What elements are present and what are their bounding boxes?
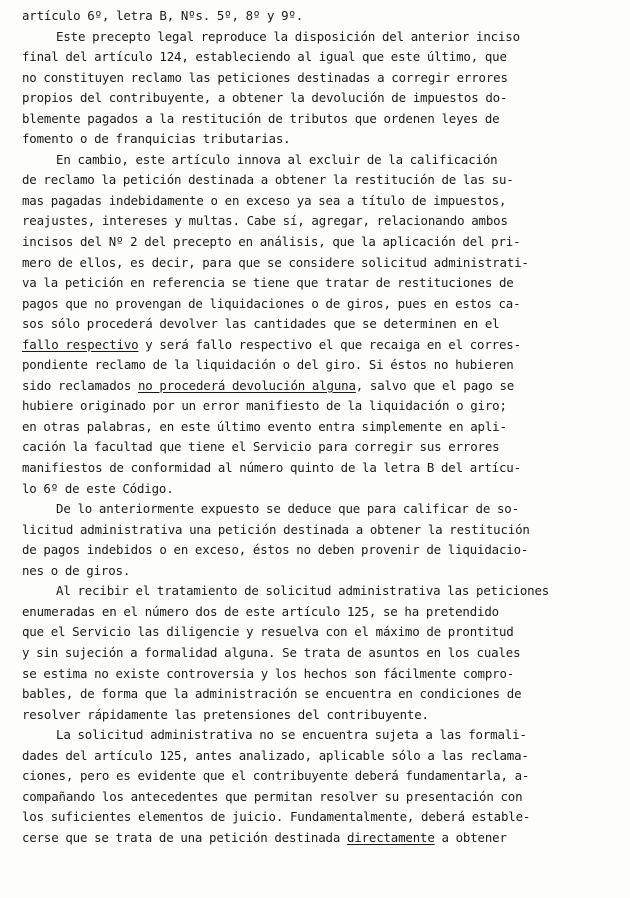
- document-body: [22, 6, 622, 848]
- text-line: de reclamo la petición destinada a obtener la restitución de las su-: [22, 172, 514, 188]
- text-line: sos sólo procederá devolver las cantidades que se determinen en el: [22, 316, 500, 332]
- text-line: [22, 335, 622, 356]
- text-line: pagos que no provengan de liquidaciones o de giros, pues en estos ca-: [22, 295, 521, 311]
- text-line: propios del contribuyente, a obtener la devolución de impuestos do-: [22, 90, 508, 106]
- text-line: fomento o de franquicias tributarias.: [22, 131, 291, 147]
- text-line: [22, 376, 622, 397]
- text-line: no constituyen reclamo las peticiones destinadas a corregir errores: [22, 69, 508, 85]
- text-line: blemente pagados a la restitución de tributos que ordenen leyes de: [22, 110, 500, 126]
- underlined-phrase: directamente: [346, 829, 435, 845]
- text-line: licitud administrativa una petición destinada a obtener la restitución: [22, 521, 530, 537]
- underlined-phrase: no procederá devolución alguna: [137, 377, 356, 393]
- text-line: Al recibir el tratamiento de solicitud administrativa las peticiones: [22, 583, 550, 599]
- text-line: en otras palabras, en este último evento entra simplemente en apli-: [22, 418, 507, 434]
- text-line: final del artículo 124, estableciendo al igual que este último, que: [22, 49, 507, 65]
- text-line: los suficientes elementos de juicio. Fundamentalmente, deberá estable-: [22, 809, 531, 825]
- text-line: compañando los antecedentes que permitan resolver su presentación con: [22, 788, 523, 804]
- underlined-phrase: fallo respectivo: [22, 336, 139, 352]
- text-segment: a obtener: [434, 829, 507, 845]
- text-line: resolver rápidamente las pretensiones del contribuyente.: [22, 706, 429, 722]
- text-line: pondiente reclamo de la liquidación o del giro. Si éstos no hubieren: [22, 357, 514, 373]
- text-line: cación la facultad que tiene el Servicio para corregir sus errores: [22, 439, 500, 455]
- text-line: Este precepto legal reproduce la disposición del anterior inciso: [22, 28, 520, 44]
- text-line: dades del artículo 125, antes analizado, aplicable sólo a las reclama-: [22, 747, 529, 763]
- text-line: nes o de giros.: [22, 562, 131, 578]
- text-line: reajustes, intereses y multas. Cabe sí, agregar, relacionando ambos: [22, 213, 508, 229]
- text-line: que el Servicio las diligencie y resuelva con el máximo de prontitud: [22, 624, 514, 640]
- text-line: enumeradas en el número dos de este artículo 125, se ha pretendido: [22, 603, 499, 619]
- text-segment: , salvo que el pago se: [355, 377, 515, 393]
- text-line: [22, 828, 622, 849]
- text-line: de pagos indebidos o en exceso, éstos no deben provenir de liquidacio-: [22, 542, 529, 558]
- text-segment: sido reclamados: [22, 377, 138, 393]
- text-line: mas pagadas indebidamente o en exceso ya sea a título de impuestos,: [22, 192, 507, 208]
- text-line: ciones, pero es evidente que el contribuyente deberá fundamentarla, a-: [22, 768, 530, 784]
- text-line: lo 6º de este Código.: [22, 480, 174, 496]
- text-line: se estima no existe controversia y los hechos son fácilmente compro-: [22, 665, 515, 681]
- text-line: incisos del Nº 2 del precepto en análisis, que la aplicación del pri-: [22, 234, 521, 250]
- text-line: La solicitud administrativa no se encuentra sujeta a las formali-: [22, 727, 527, 743]
- text-segment: y será fallo respectivo el que recaiga en el corres-: [138, 336, 521, 352]
- text-line: y sin sujeción a formalidad alguna. Se trata de asuntos en los cuales: [22, 644, 521, 660]
- text-line: manifiestos de conformidad al número quinto de la letra B del artícu-: [22, 460, 521, 476]
- text-line: De lo anteriormente expuesto se deduce que para calificar de so-: [22, 501, 519, 517]
- text-line: bables, de forma que la administración se encuentra en condiciones de: [22, 686, 522, 702]
- text-line: hubiere originado por un error manifiesto de la liquidación o giro;: [22, 398, 507, 414]
- text-line: artículo 6º, letra B, Nºs. 5º, 8º y 9º.: [22, 8, 304, 23]
- text-line: En cambio, este artículo innova al excluir de la calificación: [22, 151, 498, 167]
- text-line: mero de ellos, es decir, para que se considere solicitud administrati-: [22, 254, 529, 270]
- text-segment: cerse que se trata de una petición destinada: [22, 829, 347, 845]
- text-line: va la petición en referencia se tiene que tratar de restituciones de: [22, 275, 514, 291]
